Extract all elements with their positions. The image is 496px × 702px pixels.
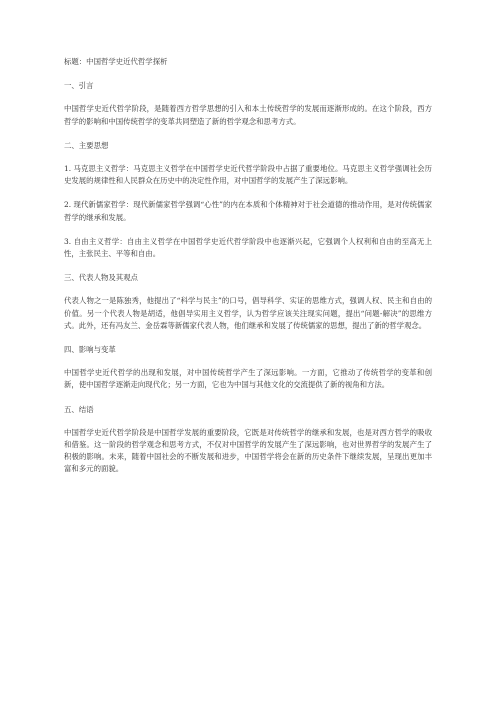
paragraph-liberalism: 3. 自由主义哲学：自由主义哲学在中国哲学史近代哲学阶段中也逐渐兴起，它强调个人权利和自由的至高无上性，主张民主、平等和自由。 [64, 236, 432, 259]
paragraph-marxism: 1. 马克思主义哲学：马克思主义哲学在中国哲学史近代哲学阶段中占据了重要地位。马克思主义哲学强调社会历史发展的规律性和人民群众在历史中的决定性作用，对中国哲学的发展产生了深远影响。 [64, 164, 432, 186]
paragraph-representatives: 代表人物之一是陈独秀，他提出了“科学与民主”的口号，倡导科学、实证的思维方式，强调人权、民主和自由的价值。另一个代表人物是胡适，他倡导实用主义哲学，认为哲学应该关注现实问题，提出“问题-解决”的思维方式。此外，还有冯友兰、金岳霖等新儒家代表人物，他们继承和发展了传统儒家的思想，提出了新的哲学观念。 [64, 296, 432, 330]
section-heading-representatives: 三、代表人物及其观点 [64, 273, 138, 283]
paragraph-new-confucianism: 2. 现代新儒家哲学：现代新儒家哲学强调“心性”的内在本质和个体精神对于社会道德的推动作用，是对传统儒家哲学的继承和发展。 [64, 200, 432, 222]
paragraph-introduction: 中国哲学史近代哲学阶段，是随着西方哲学思想的引入和本土传统哲学的发展而逐渐形成的。在这个阶段，西方哲学的影响和中国传统哲学的变革共同塑造了新的哲学观念和思考方式。 [64, 104, 432, 126]
document-title: 标题：中国哲学史近代哲学探析 [64, 57, 168, 66]
section-heading-main-ideas: 二、主要思想 [64, 140, 109, 150]
paragraph-influence: 中国哲学史近代哲学的出现和发展，对中国传统哲学产生了深远影响。一方面，它推动了传统哲学的变革和创新，使中国哲学逐渐走向现代化；另一方面，它也为中国与其他文化的交流提供了新的视角和方法。 [64, 368, 432, 390]
document-page [64, 56, 432, 488]
section-heading-influence: 四、影响与变革 [64, 345, 116, 355]
section-heading-conclusion: 五、结语 [64, 404, 94, 414]
section-heading-introduction: 一、引言 [64, 81, 94, 91]
paragraph-conclusion: 中国哲学史近代哲学阶段是中国哲学发展的重要阶段，它既是对传统哲学的继承和发展，也是对西方哲学的吸收和借鉴。这一阶段的哲学观念和思考方式，不仅对中国哲学的发展产生了深远影响，也对世界哲学的发展产生了积极的影响。未来，随着中国社会的不断发展和进步，中国哲学将会在新的历史条件下继续发展，呈现出更加丰富和多元的面貌。 [64, 427, 432, 474]
